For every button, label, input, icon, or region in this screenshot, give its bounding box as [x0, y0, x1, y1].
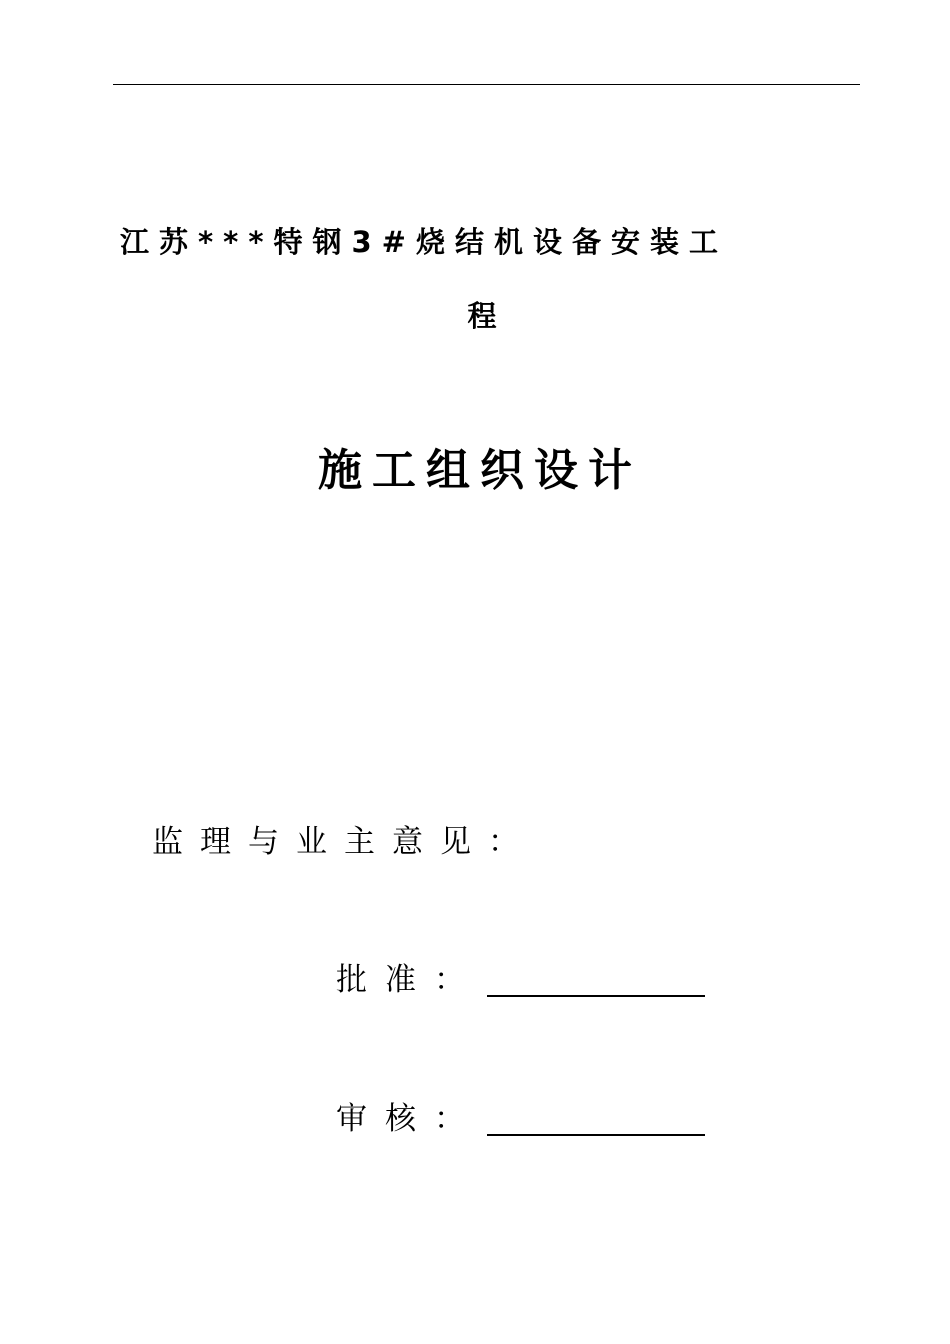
review-label: 审核： [336, 1101, 483, 1137]
approve-signature-line [487, 995, 705, 997]
review-signature-line [487, 1134, 705, 1136]
approve-label: 批准： [336, 962, 483, 998]
project-title-line1: 江苏***特钢3#烧结机设备安装工 [120, 225, 728, 259]
header-rule [113, 84, 860, 85]
supervisor-owner-opinion-label: 监理与业主意见： [152, 824, 536, 860]
document-title: 施工组织设计 [318, 445, 642, 496]
project-title-line2: 程 [467, 299, 497, 333]
